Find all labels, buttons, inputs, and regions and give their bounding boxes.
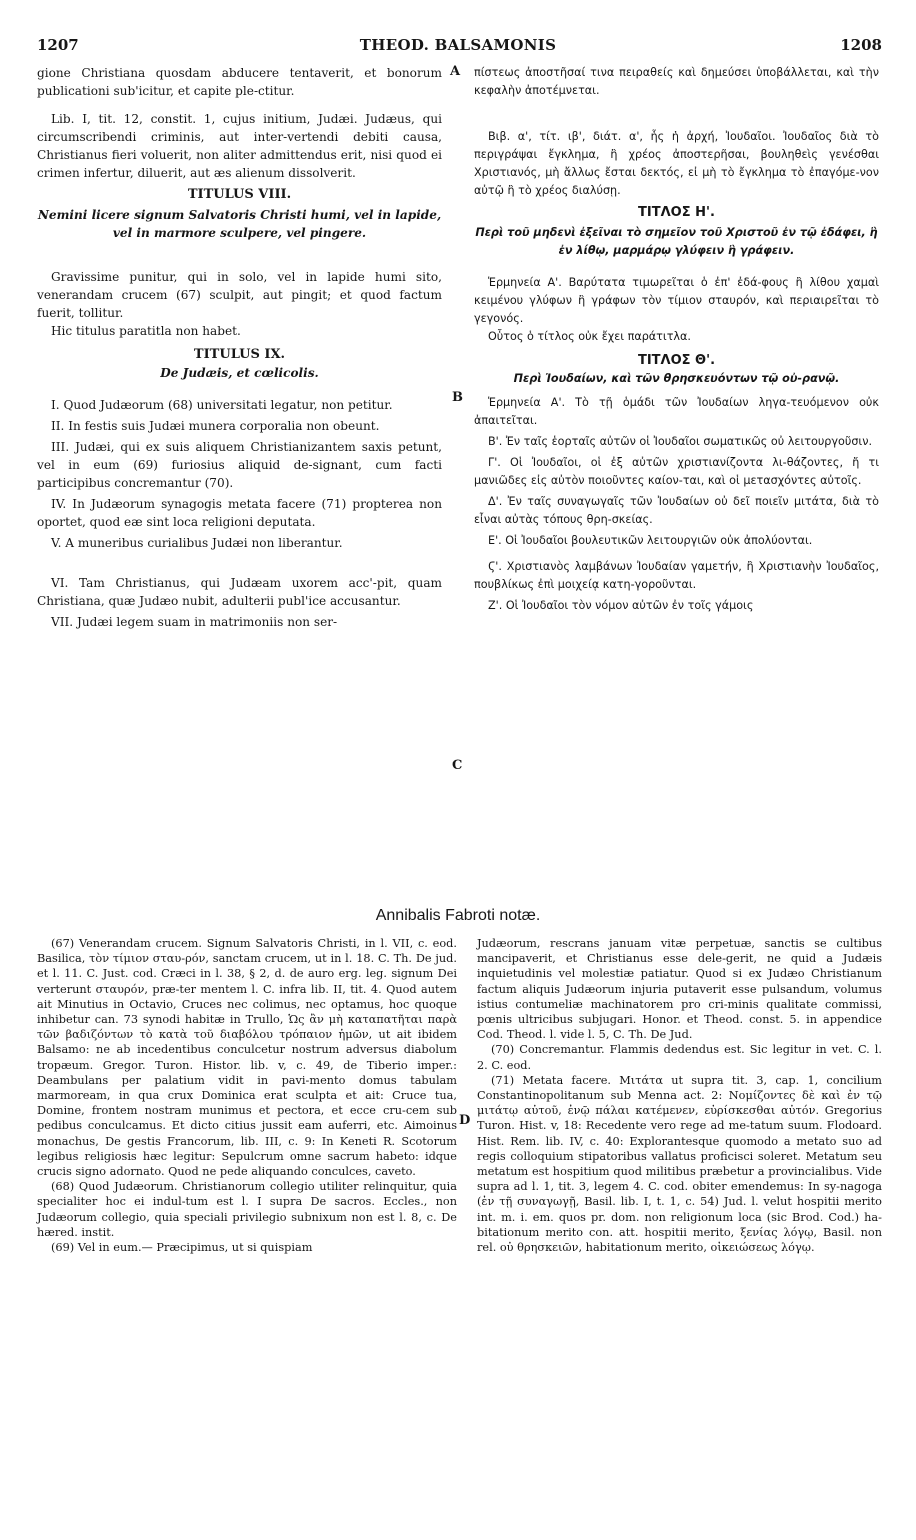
note-70: (70) Concremantur. Flammis dedendus est. Sic legitur in vet. C. l. 2. C. eod. <box>477 1043 882 1072</box>
notes-left-column <box>37 936 457 1255</box>
greek-title-9-rubric: Περὶ Ἰουδαίων, καὶ τῶν θρησκευόντων τῷ οὐ-ρανῷ. <box>513 372 840 385</box>
latin-p0: gione Christiana quosdam abducere tentaverit, et bonorum publicationi sub'icitur, et capite ple-ctitur. <box>37 66 442 98</box>
greek-column <box>474 64 879 615</box>
greek-p2: Ἑρμηνεία Α'. Βαρύτατα τιμωρεῖται ὁ ἐπ' ἐδά-φους ἢ λίθου χαμαὶ κειμένου γλύφων ἢ γράφων τὸν τίμιον σταυρόν, καὶ περιαιρεῖται τὸ γεγονός. <box>474 276 879 325</box>
note-71: (71) Metata facere. Μιτάτα ut supra tit. 3, cap. 1, concilium Constantinopolitanum sub Menna act. 2: Νομίζοντες δὲ καὶ ἐν τῷ μιτάτῳ αὐτοῦ, ἐνῷ πάλαι κατέμενεν, εὑρίσκεσθαι αὐτόν. Gregorius Turon. Hist. v, 18: Recedente vero rege ad me-tatum suum. Flodoard. Hist. Rem. lib. IV, c. 40: Explorantesque quomodo a metato suo ad regis colloquium stipatoribus vallatus proficisci soleret. Metatum seu metatum est hospitium quod militibus præbetur a provincialibus. Vide supra ad l. 1, tit. 3, legem 4. C. cod. obiter emendemus: In sy-nagoga (ἐν τῇ συναγωγῇ, Basil. lib. I, t. 1, c. 54) Jud. l. velut hospitii merito int. m. i. em. quos pr. dom. non religionum loca (sic Brod. Cod.) ha-bitationum merito con. att. hospitii merito, ξενίας λόγῳ, Basil. non rel. οὐ θρησκειῶν, habitationum merito, οἰκειώσεως λόγῳ. <box>477 1073 882 1255</box>
margin-marker-a: A <box>450 64 461 79</box>
greek-item-4: Δ'. Ἐν ταῖς συναγωγαῖς τῶν Ἰουδαίων οὐ δεῖ ποιεῖν μιτάτα, διὰ τὸ εἶναι αὐτὰς τόπους θρη-σκείας. <box>474 495 879 526</box>
page-number-right: 1208 <box>840 36 882 54</box>
margin-marker-b: B <box>452 390 463 405</box>
notes-right-column <box>477 936 882 1255</box>
latin-title-9-rubric: De Judæis, et cœlicolis. <box>160 366 319 380</box>
latin-column <box>37 64 442 631</box>
latin-item-4: IV. In Judæorum synagogis metata facere (71) propterea non oportet, quod eæ sint loca religioni deputata. <box>37 497 442 529</box>
greek-title-8-rubric: Περὶ τοῦ μηδενὶ ἐξεῖναι τὸ σημεῖον τοῦ Χριστοῦ ἐν τῷ ἐδάφει, ἢ ἐν λίθῳ, μαρμάρῳ γλύφειν ἢ γράφειν. <box>475 226 878 257</box>
notes-title: Annibalis Fabroti notæ. <box>375 907 541 924</box>
greek-p0: πίστεως ἀποστῆσαί τινα πειραθείς καὶ δημεύσει ὑποβάλλεται, καὶ τὴν κεφαλὴν ἀποτέμνεται. <box>474 66 879 97</box>
latin-p1: Lib. I, tit. 12, constit. 1, cujus initium, Judæi. Judæus, qui circumscribendi criminis, aut inter-vertendi debiti causa, Christianus fieri voluerit, non aliter admittendus erit, nisi quod ei crimen infertur, diluerit, aut æs alienum dissolverit. <box>37 112 442 180</box>
latin-item-3: III. Judæi, qui ex suis aliquem Christianizantem saxis petunt, vel in eum (69) furiosius aliquid de-signant, cum facti participibus concremantur (70). <box>37 440 442 490</box>
latin-p2: Gravissime punitur, qui in solo, vel in lapide humi sito, venerandam crucem (67) sculpit, aut pingit; et quod factum fuerit, tollitur. <box>37 270 442 320</box>
greek-p3: Οὗτος ὁ τίτλος οὐκ ἔχει παράτιτλα. <box>488 330 691 343</box>
greek-item-2: Β'. Ἐν ταῖς ἑορταῖς αὐτῶν οἱ Ἰουδαῖοι σωματικῶς οὐ λειτουργοῦσιν. <box>488 435 873 448</box>
note-69: (69) Vel in eum.— Præcipimus, ut si quispiam <box>51 1241 313 1255</box>
greek-item-1: Ἑρμηνεία Α'. Τὸ τῇ ὁμάδι τῶν Ἰουδαίων ληγα-τευόμενον οὐκ ἀπαιτεῖται. <box>474 396 879 427</box>
greek-p1: Βιβ. α', τίτ. ιβ', διάτ. α', ἧς ἡ ἀρχή, Ἰουδαῖοι. Ἰουδαῖος διὰ τὸ περιγράψαι ἔγκλημα, ἢ χρέος ἀποστερῆσαι, βουληθεὶς γενέσθαι Χριστιανός, μὴ ἄλλως ἔσται δεκτός, εἰ μὴ τὸ ἔγκλημα τὸ ἐπαγόμε-νον αὐτῷ ἢ τὸ χρέος διαλύσῃ. <box>474 130 879 197</box>
latin-item-2: II. In festis suis Judæi munera corporalia non obeunt. <box>51 419 380 433</box>
greek-item-7: Ζ'. Οἱ Ἰουδαῖοι τὸν νόμον αὐτῶν ἐν τοῖς γάμοις <box>488 599 754 612</box>
greek-title-9: ΤΙΤΛΟΣ Θ'. <box>637 353 716 368</box>
greek-item-3: Γ'. Οἱ Ἰουδαῖοι, οἱ ἐξ αὐτῶν χριστιανίζοντα λι-θάζοντες, ἤ τι μανιῶδες εἰς αὐτὸν ποιοῦντες καίον-ται, καὶ οἱ μετασχόντες αὐτοῖς. <box>474 456 879 487</box>
note-68: (68) Quod Judæorum. Christianorum collegio utiliter relinquitur, quia specialiter hoc ei indul-tum est l. I supra De sacros. Eccles., non Judæorum collegio, quia speciali privilegio subnixum non est l. 8, c. De hæred. instit. <box>37 1180 457 1239</box>
latin-item-5: V. A muneribus curialibus Judæi non liberantur. <box>51 536 343 550</box>
margin-marker-d: D <box>459 1113 471 1128</box>
running-header <box>0 36 916 60</box>
latin-title-8-rubric: Nemini licere signum Salvatoris Christi humi, vel in lapide, vel in marmore sculpere, vel pingere. <box>37 208 442 240</box>
note-69-continued: Judæorum, rescrans januam vitæ perpetuæ, sanctis se cultibus mancipaverit, et Christianus esse dele-gerit, ne quid a Judæis inquietudinis vel molestiæ patiatur. Quod si ex Judæo Christianum factum aliquis Judæorum injuria putaverit esse pulsandum, volumus istius contumeliæ machinatorem pro cri-minis qualitate commissi, pœnis ultricibus subjugari. Honor. et Theod. const. 5. in appendice Cod. Theod. l. vide l. 5, C. Th. De Jud. <box>477 937 882 1042</box>
greek-title-8: ΤΙΤΛΟΣ Η'. <box>638 205 715 220</box>
note-67: (67) Venerandam crucem. Signum Salvatoris Christi, in l. VII, c. eod. Basilica, τὸν τίμιον σταυ-ρόν, sanctam crucem, ut in l. 18. C. Th. De jud. et l. 11. C. Just. cod. Cræci in l. 38, § 2, d. de auro erg. leg. signum Dei verterunt σταυρόν, præ-ter mentem l. C. infra lib. II, tit. 4. Quod autem ait Minutius in Octavio, Cruces nec colimus, nec optamus, hoc quoque inhibetur can. 73 synodi habitæ in Trullo, Ὡς ἂν μὴ καταπατῆται παρὰ τῶν βαδιζόντων τὸ κατὰ τοῦ διαβόλου τρόπαιον ἡμῶν, ut ait ibidem Balsamo: ne ab incedentibus conculcetur nostrum adversus diabolum tropæum. Gregor. Turon. Histor. lib. v, c. 49, de Tiberio imper.: Deambulans per palatium vidit in pavi-mento domus tabulam marmoream, in qua crux Dominica erat sculpta et ait: Cruce tua, Domine, frontem nostram munimus et pectora, et ecce cru-cem sub pedibus conculcamus. Et dicto citius jussit eam auferri, etc. Aimoinus monachus, De gestis Francorum, lib. III, c. 9: In Keneti R. Scotorum legibus religiosis hæc legitur: Sepulcrum omne sacrum habeto: idque crucis signo adornato. Quod ne pede aliquando conculces, caveto. <box>37 937 457 1179</box>
greek-item-5: Ε'. Οἱ Ἰουδαῖοι βουλευτικῶν λειτουργιῶν οὐκ ἀπολύονται. <box>488 534 813 547</box>
greek-item-6: Ϛ'. Χριστιανὸς λαμβάνων Ἰουδαίαν γαμετήν, ἢ Χριστιανὴν Ἰουδαῖος, πουβλίκως ἐπὶ μοιχείᾳ κατη-γοροῦνται. <box>474 560 879 591</box>
latin-item-1: I. Quod Judæorum (68) universitati legatur, non petitur. <box>51 398 393 412</box>
running-title: THEOD. BALSAMONIS <box>359 36 557 54</box>
latin-title-8: TITULUS VIII. <box>187 187 292 202</box>
page-number-left: 1207 <box>37 36 79 54</box>
margin-marker-c: C <box>452 758 463 773</box>
latin-item-7: VII. Judæi legem suam in matrimoniis non ser- <box>51 615 338 629</box>
latin-item-6: VI. Tam Christianus, qui Judæam uxorem acc'-pit, quam Christiana, quæ Judæo nubit, adulterii publ'ice accusantur. <box>37 576 442 608</box>
latin-title-9: TITULUS IX. <box>193 347 286 362</box>
latin-p3: Hic titulus paratitla non habet. <box>51 324 241 338</box>
